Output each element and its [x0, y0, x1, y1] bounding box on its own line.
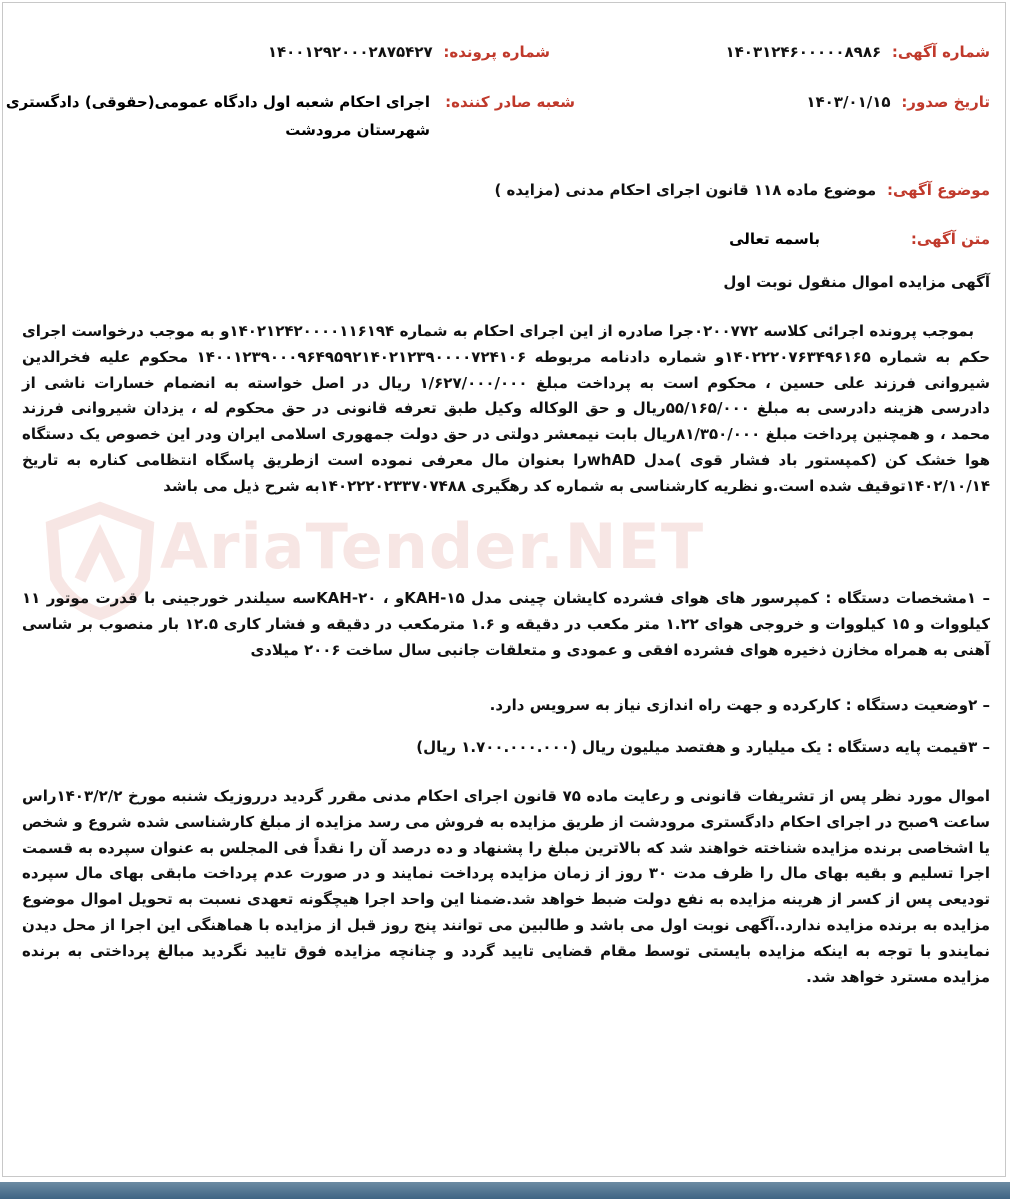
issue-date-value: ۱۴۰۳/۰۱/۱۵	[806, 93, 891, 111]
notice-title: آگهی مزایده اموال منقول نوبت اول	[723, 273, 990, 291]
text-label-row	[905, 230, 990, 248]
subject-row	[488, 181, 990, 199]
notice-item-3: – ۳قیمت پایه دستگاه : یک میلیارد و هفتصد میلیون ریال (۱.۷۰۰.۰۰۰.۰۰۰ ریال)	[416, 738, 990, 756]
case-number-row	[262, 43, 550, 61]
notice-paragraph-2: اموال مورد نظر پس از تشریفات قانونی و رعایت ماده ۷۵ قانون اجرای احکام مدنی مقرر گردید درروزیک شنبه مورخ ۱۴۰۳/۲/۲راس ساعت ۹صبح در اجرای احکام دادگستری مرودشت از طریق مزایده به فروش می رسد مزایده از مبلغ کارشناسی شده شروع و شخص یا اشخاصی برنده مزایده شناخته خواهند شد که بالاترین مبلغ را پشنهاد و ده درصد آن را نقداً فی المجلس به عنوان سپرده به قسمت اجرا تسلیم و بقیه بهای مال را ظرف مدت ۳۰ روز از زمان مزایده پرداخت نمایند و در صورت عدم پرداخت مابقی بهای مال سپرده تودیعی پس از کسر از هرینه مزایده به نفع دولت ضبط خواهد شد.ضمنا این واحد اجرا هیچگونه تعهدی نسبت به تحویل اموال موضوع مزایده به برنده مزایده ندارد..آگهی نوبت اول می باشد و طالبین می توانند پنج روز قبل از مزایده با هماهنگی این اجرا از محل دیدن نمایندو با توجه به اینکه مزایده بایستی توسط مقام قضایی تایید گردد و چنانچه مزایده فوق تایید نگردید مبالغ پرداختی به برنده مزایده مسترد خواهد شد.	[22, 787, 990, 986]
text-opening: باسمه تعالی	[729, 230, 820, 248]
notice-paragraph-1: بموجب پرونده اجرائی کلاسه ۰۲۰۰۷۷۲جرا صادره از این اجرای احکام به شماره ۱۴۰۲۱۲۴۲۰۰۰۰۱۱۶۱۹۴و به موجب درخواست اجرای حکم به شماره ۱۴۰۲۲۲۰۷۶۳۴۹۶۱۶۵و شماره دادنامه مربوطه ۱۴۰۰۱۲۳۹۰۰۰۹۶۴۹۵۹۲۱۴۰۲۱۲۳۹۰۰۰۰۷۲۴۱۰۶ محکوم علیه فخرالدین شیروانی فرزند علی حسین ، محکوم است به پرداخت مبلغ ۱/۶۲۷/۰۰۰/۰۰۰ ریال در اصل خواسته به انضمام خسارات ناشی از دادرسی هزینه دادرسی به مبلغ ۵۵/۱۶۵/۰۰۰ریال و حق الوکاله وکیل طبق تعرفه قانونی در حق محکوم له ، یزدان شیروانی فرزند محمد ، و همچنین پرداخت مبلغ ۸۱/۳۵۰/۰۰۰ریال بابت نیمعشر دولتی در حق دولت جمهوری اسلامی ایران ودر این خصوص یک دستگاه هوا خشک کن (کمپستور باد فشار قوی )مدل whADرا بعنوان مال معرفی نموده است ازطریق پاسگاه انتظامی کناره به تاریخ ۱۴۰۲/۱۰/۱۴توقیف شده است.و نظریه کارشناسی به شماره کد رهگیری ۱۴۰۲۲۲۰۲۳۳۷۰۷۴۸۸به شرح ذیل می باشد	[22, 322, 991, 495]
ad-number-value: ۱۴۰۳۱۲۴۶۰۰۰۰۰۸۹۸۶	[725, 43, 882, 61]
case-number-label: شماره پرونده:	[443, 43, 550, 61]
ad-number-label: شماره آگهی:	[891, 43, 990, 61]
subject-label: موضوع آگهی:	[886, 181, 990, 199]
issue-date-label: تاریخ صدور:	[901, 93, 990, 111]
issue-date-row	[800, 93, 990, 111]
text-label: متن آگهی:	[910, 230, 990, 248]
issuer-label: شعبه صادر کننده:	[445, 93, 575, 111]
issuer-value-line2: شهرستان مرودشت	[285, 121, 430, 139]
notice-item-1: – ۱مشخصات دستگاه : کمپرسور های هوای فشرده کایشان چینی مدل ۱۵-KAHو ، ۲۰-KAHسه سیلندر خورجینی با قدرت موتور ۱۱ کیلووات و ۱۵ کیلووات و خروجی هوای ۱.۲۲ متر مکعب در دقیقه و ۱.۶ مترمکعب در دقیقه و فشار کاری ۱۲.۵ بار منصوب بر شاسی آهنی به همراه مخازن ذخیره هوای فشرده افقی و عمودی و متعلقات جانبی سال ساخت ۲۰۰۶ میلادی	[22, 589, 991, 659]
issuer-row	[439, 93, 575, 111]
ad-number-row	[719, 43, 990, 61]
subject-value: موضوع ماده ۱۱۸ قانون اجرای احکام مدنی (مزایده )	[494, 181, 877, 199]
case-number-value: ۱۴۰۰۱۲۹۲۰۰۰۲۸۷۵۴۲۷	[267, 43, 433, 61]
bottom-bar	[0, 1182, 1010, 1199]
notice-item-2: – ۲وضعیت دستگاه : کارکرده و جهت راه اندازی نیاز به سرویس دارد.	[489, 696, 990, 714]
issuer-value-line1: اجرای احکام شعبه اول دادگاه عمومی(حقوقی) دادگستری	[5, 93, 430, 111]
